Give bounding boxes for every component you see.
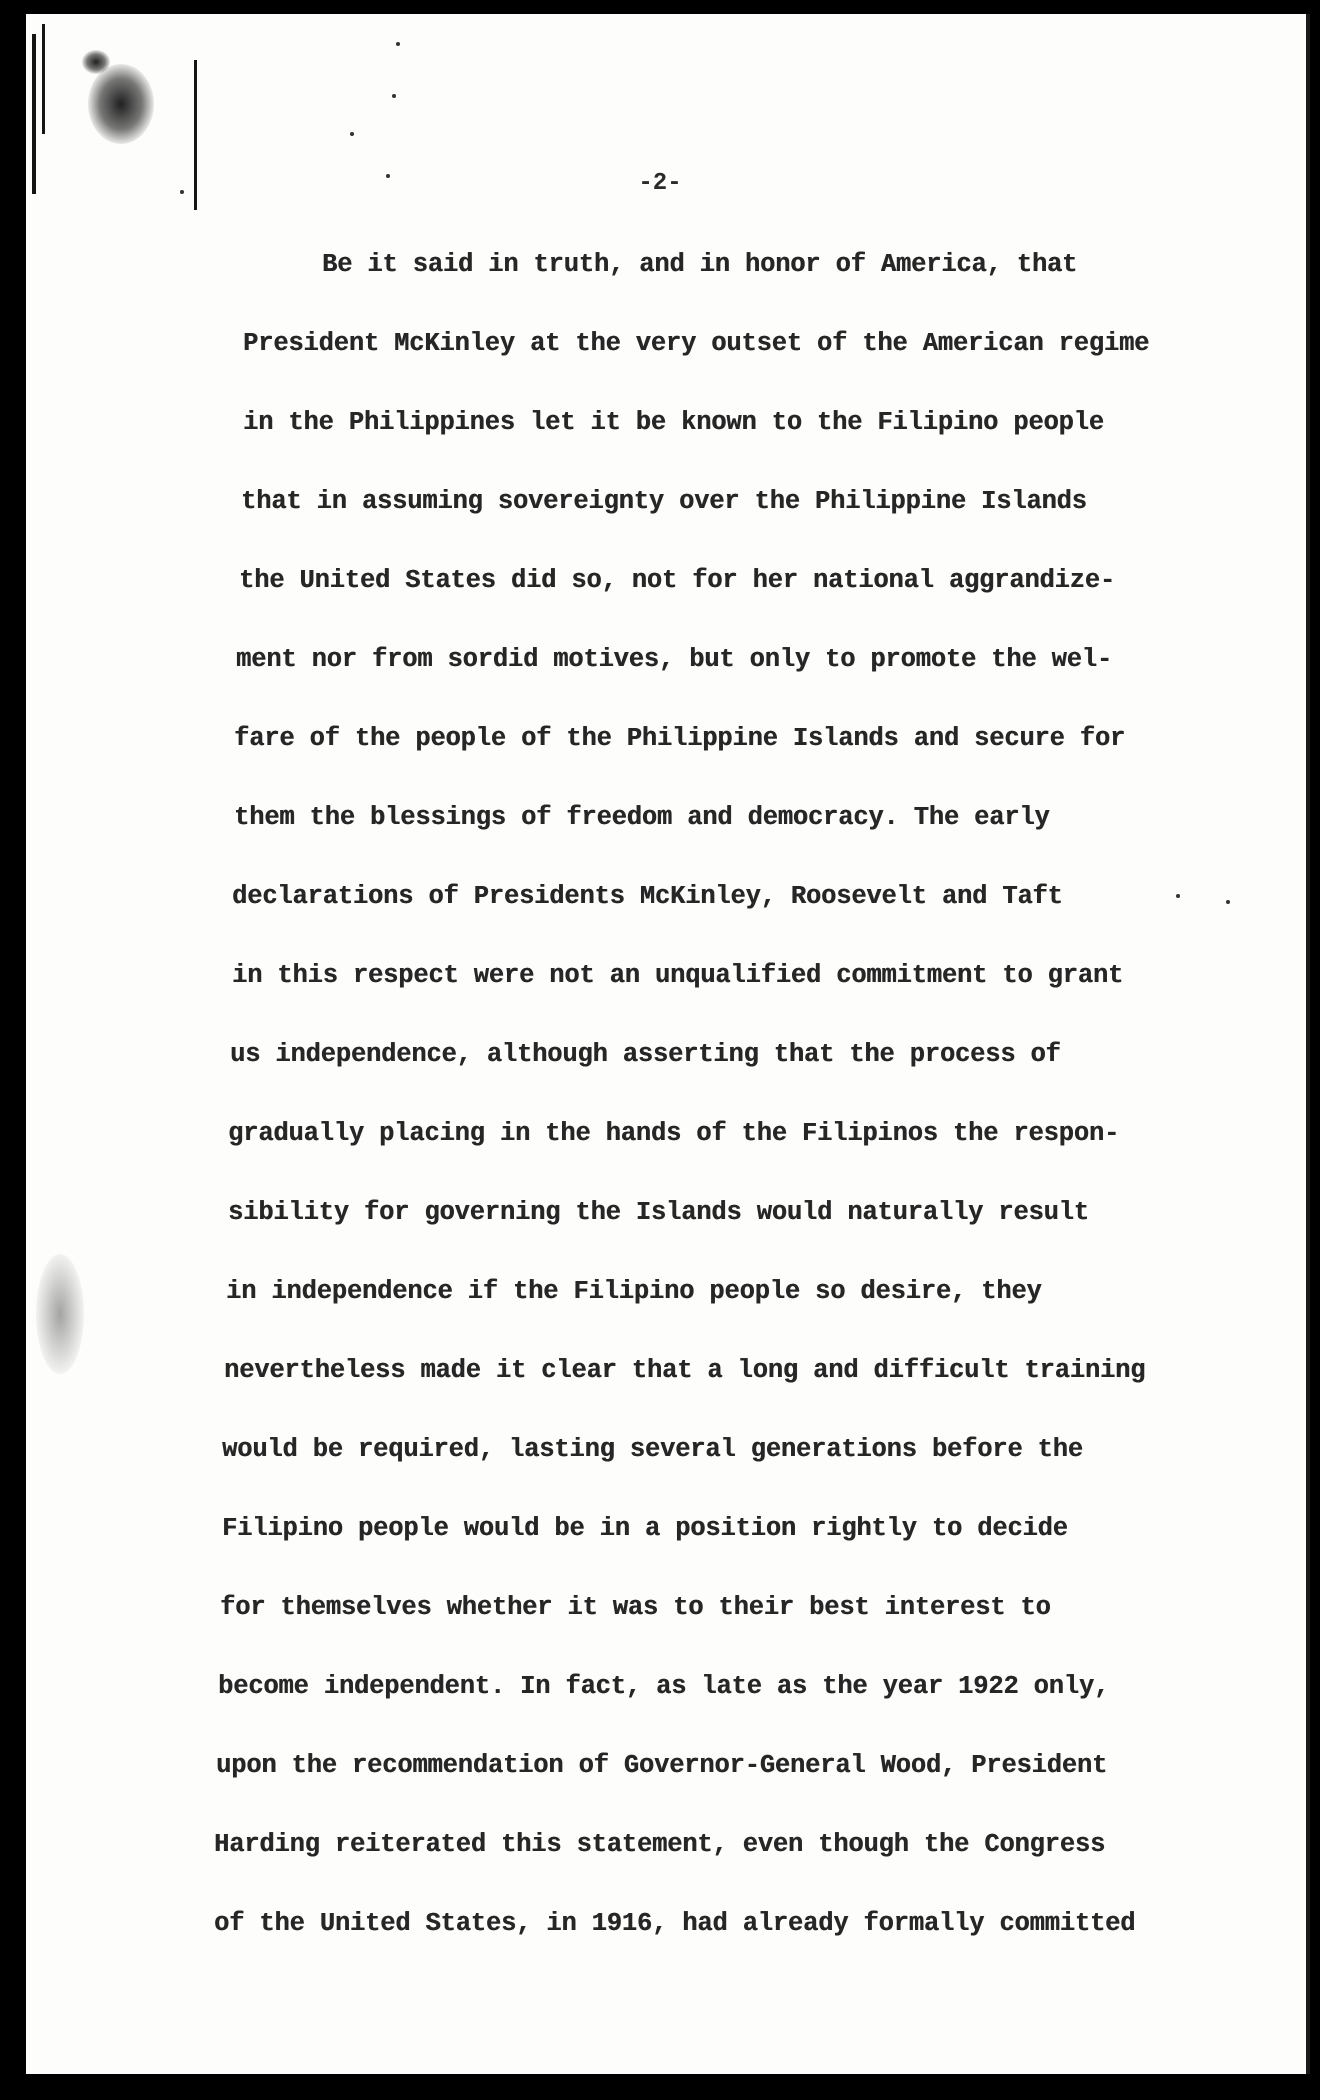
ink-blot [88,64,154,144]
text-line-12: gradually placing in the hands of the Filipinos the respon- [228,1119,1120,1148]
text-line-19: become independent. In fact, as late as the year 1922 only, [218,1672,1110,1701]
text-line-3: in the Philippines let it be known to the Filipino people [243,408,1104,437]
margin-smudge [36,1254,84,1374]
text-line-17: Filipino people would be in a position rightly to decide [222,1514,1068,1543]
speck [392,94,396,98]
text-line-13: sibility for governing the Islands would naturally result [228,1198,1089,1227]
text-line-20: upon the recommendation of Governor-General Wood, President [216,1751,1108,1780]
text-line-11: us independence, although asserting that the process of [230,1040,1061,1069]
page-number: -2- [638,170,682,197]
text-line-21: Harding reiterated this statement, even though the Congress [214,1830,1106,1859]
speck [1226,900,1230,904]
text-line-7: fare of the people of the Philippine Islands and secure for [234,724,1126,753]
ink-blot-small [82,50,110,74]
speck [396,42,400,46]
text-line-15: nevertheless made it clear that a long and difficult training [224,1356,1146,1385]
speck [350,132,354,136]
speck [1176,894,1180,898]
text-line-2: President McKinley at the very outset of the American regime [243,329,1150,358]
text-line-8: them the blessings of freedom and democracy. The early [234,803,1050,832]
text-line-1: Be it said in truth, and in honor of America, that [322,250,1078,279]
text-line-4: that in assuming sovereignty over the Philippine Islands [241,487,1087,516]
text-line-22: of the United States, in 1916, had already formally committed [214,1909,1136,1938]
left-edge-mark-2 [42,24,45,134]
text-line-5: the United States did so, not for her national aggrandize- [239,566,1115,595]
text-line-18: for themselves whether it was to their best interest to [220,1593,1051,1622]
text-line-14: in independence if the Filipino people so desire, they [226,1277,1042,1306]
text-line-16: would be required, lasting several generations before the [222,1435,1083,1464]
text-line-10: in this respect were not an unqualified commitment to grant [232,961,1124,990]
text-line-6: ment nor from sordid motives, but only to promote the wel- [236,645,1112,674]
text-line-9: declarations of Presidents McKinley, Roosevelt and Taft [232,882,1063,911]
